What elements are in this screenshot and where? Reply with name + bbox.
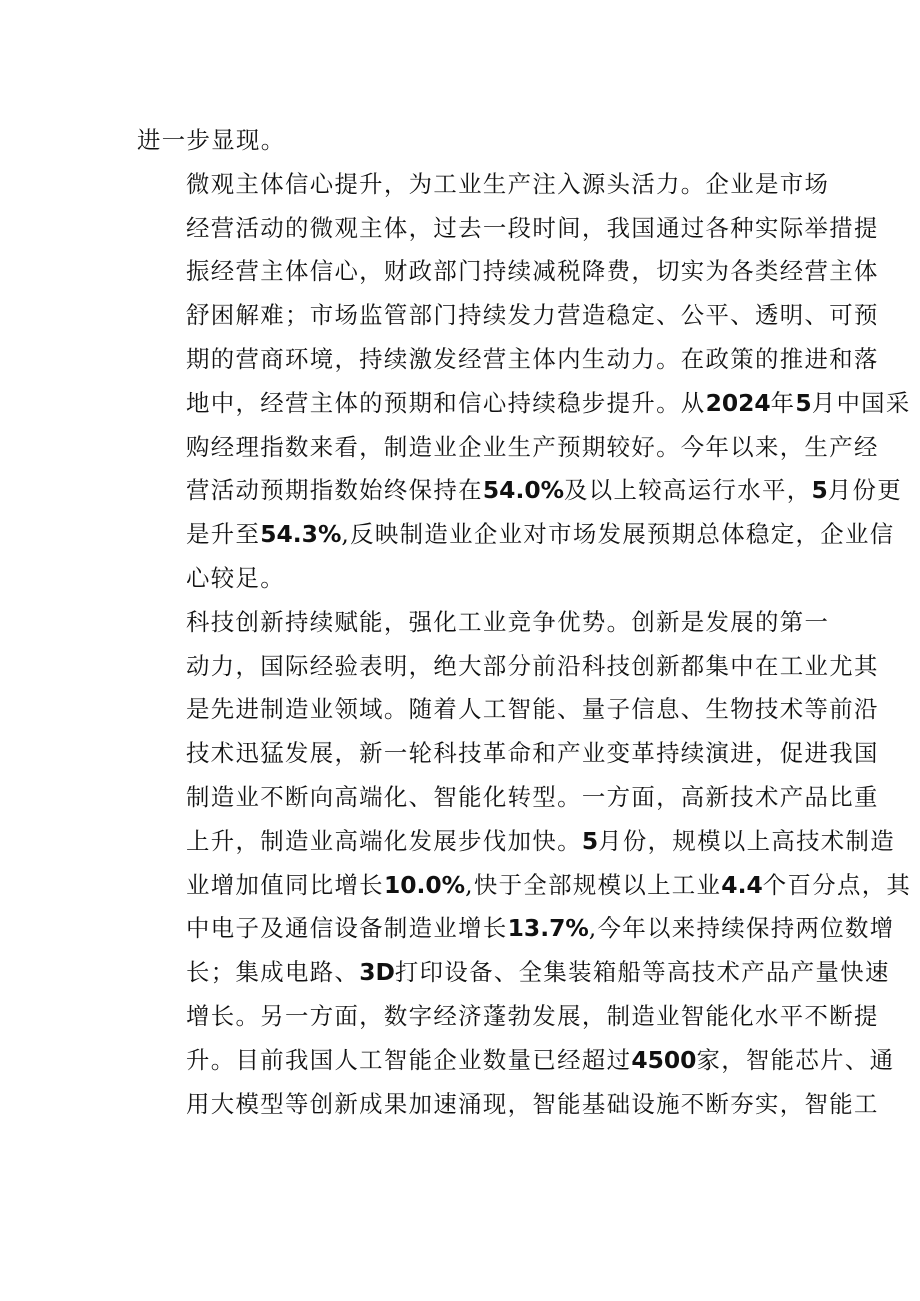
text-line: 科技创新持续赋能，强化工业竞争优势。创新是发展的第一	[186, 607, 830, 636]
text-line: 舒困解难；市场监管部门持续发力营造稳定、公平、透明、可预	[186, 301, 879, 330]
text-line: 营活动预期指数始终保持在54.0%及以上较高运行水平，5月份更	[186, 476, 902, 505]
text-line: 中电子及通信设备制造业增长13.7%,今年以来持续保持两位数增	[186, 914, 895, 943]
text-line: 升。目前我国人工智能企业数量已经超过4500家，智能芯片、通	[186, 1045, 895, 1074]
text-line: 动力，国际经验表明，绝大部分前沿科技创新都集中在工业尤其	[186, 651, 879, 680]
text-line: 经营活动的微观主体，过去一段时间，我国通过各种实际举措提	[186, 213, 879, 242]
text-line: 微观主体信心提升，为工业生产注入源头活力。企业是市场	[186, 169, 830, 198]
text-line: 振经营主体信心，财政部门持续减税降费，切实为各类经营主体	[186, 257, 879, 286]
text-line: 心较足。	[186, 563, 285, 592]
text-line: 是先进制造业领域。随着人工智能、量子信息、生物技术等前沿	[186, 695, 879, 724]
paragraph-continuation	[137, 119, 789, 163]
text-line: 是升至54.3%,反映制造业企业对市场发展预期总体稳定，企业信	[186, 520, 895, 549]
text-line: 制造业不断向高端化、智能化转型。一方面，高新技术产品比重	[186, 782, 879, 811]
body-text	[137, 119, 912, 1126]
paragraph-micro-entities	[137, 163, 911, 601]
text-line: 业增加值同比增长10.0%,快于全部规模以上工业4.4个百分点，其	[186, 870, 912, 899]
text-line: 用大模型等创新成果加速涌现，智能基础设施不断夯实，智能工	[186, 1089, 879, 1118]
text-line: 增长。另一方面，数字经济蓬勃发展，制造业智能化水平不断提	[186, 1001, 879, 1030]
text-line: 上升，制造业高端化发展步伐加快。5月份，规模以上高技术制造	[186, 826, 896, 855]
text-line: 长；集成电路、3D打印设备、全集装箱船等高技术产品产量快速	[186, 958, 890, 987]
text-line: 期的营商环境，持续激发经营主体内生动力。在政策的推进和落	[186, 344, 879, 373]
text-line: 技术迅猛发展，新一轮科技革命和产业变革持续演进，促进我国	[186, 739, 879, 768]
text-line: 地中，经营主体的预期和信心持续稳步提升。从2024年5月中国采	[186, 388, 911, 417]
text-line: 购经理指数来看，制造业企业生产预期较好。今年以来，生产经	[186, 432, 879, 461]
paragraph-tech-innovation	[137, 601, 912, 1127]
text-line: 进一步显现。	[137, 126, 286, 154]
